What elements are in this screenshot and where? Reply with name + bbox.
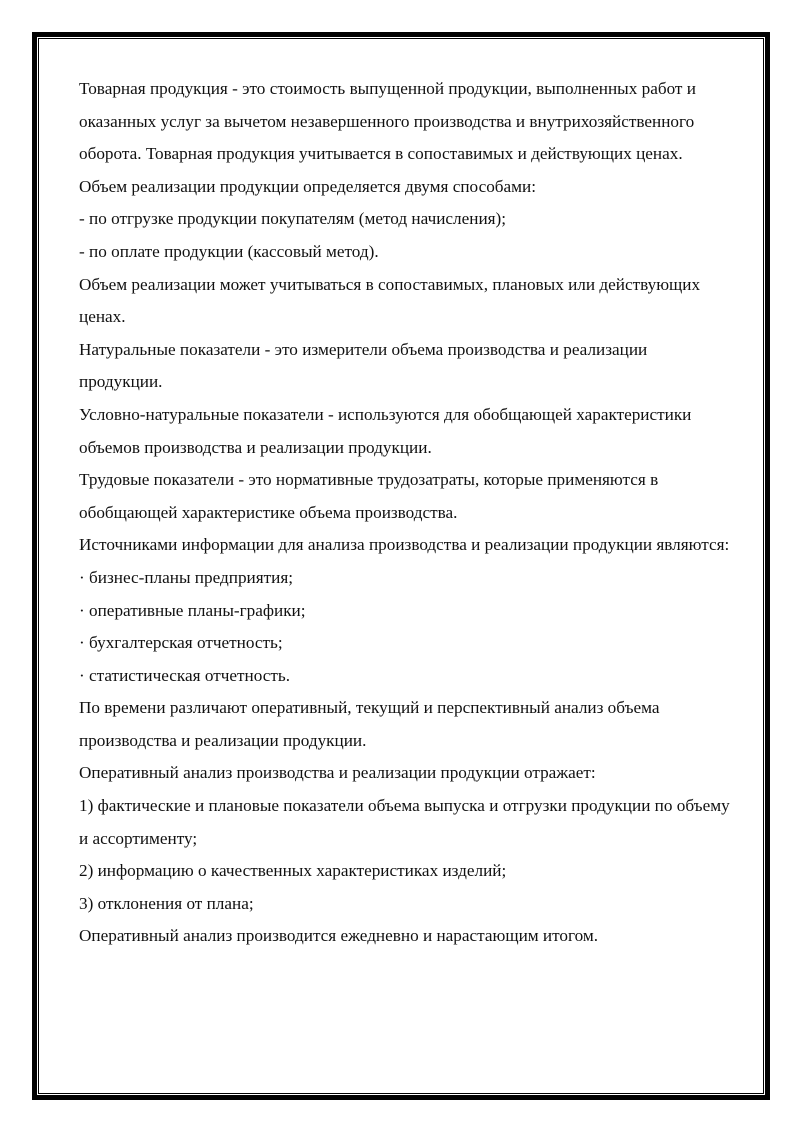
list-item-actual-planned-indicators: 1) фактические и плановые показатели объема выпуска и отгрузки продукции по объему и ассортименту; (79, 796, 730, 848)
list-item-business-plans: · бизнес-планы предприятия; (79, 567, 294, 587)
paragraph-commodity-output: Товарная продукция - это стоимость выпущенной продукции, выполненных работ и оказанных услуг за вычетом незавершенного производства и внутрихозяйственного оборота. Товарная продукция учитывается в сопоставимых и действующих ценах. (79, 79, 696, 164)
paragraph-sales-prices: Объем реализации может учитываться в сопоставимых, плановых или действующих ценах. (79, 274, 701, 327)
paragraph-natural-indicators: Натуральные показатели - это измерители объема производства и реализации продукции. (79, 339, 648, 392)
list-item-quality-characteristics: 2) информацию о качественных характеристиках изделий; (79, 861, 507, 881)
paragraph-conditional-natural-indicators: Условно-натуральные показатели - используются для обобщающей характеристики объемов производства и реализации продукции. (79, 404, 692, 457)
list-item-shipment-method: - по отгрузке продукции покупателям (метод начисления); (79, 209, 507, 229)
paragraph-analysis-types: По времени различают оперативный, текущий и перспективный анализ объема производства и реализации продукции. (79, 698, 660, 750)
paragraph-information-sources: Источниками информации для анализа производства и реализации продукции являются: (79, 535, 730, 555)
document-body (79, 73, 734, 953)
page-border-frame (32, 32, 770, 1100)
paragraph-sales-volume-methods: Объем реализации продукции определяется двумя способами: (79, 176, 537, 196)
list-item-accounting-reports: · бухгалтерская отчетность; (79, 633, 283, 653)
paragraph-operational-analysis-frequency: Оперативный анализ производится ежедневно и нарастающим итогом. (79, 926, 599, 946)
list-item-plan-deviations: 3) отклонения от плана; (79, 893, 254, 913)
list-item-payment-method: - по оплате продукции (кассовый метод). (79, 241, 379, 261)
paragraph-labor-indicators: Трудовые показатели - это нормативные трудозатраты, которые применяются в обобщающей характеристике объема производства. (79, 470, 659, 522)
list-item-statistical-reports: · статистическая отчетность. (79, 665, 291, 685)
list-item-operational-schedules: · оперативные планы-графики; (79, 600, 306, 620)
paragraph-operational-analysis: Оперативный анализ производства и реализации продукции отражает: (79, 763, 596, 783)
